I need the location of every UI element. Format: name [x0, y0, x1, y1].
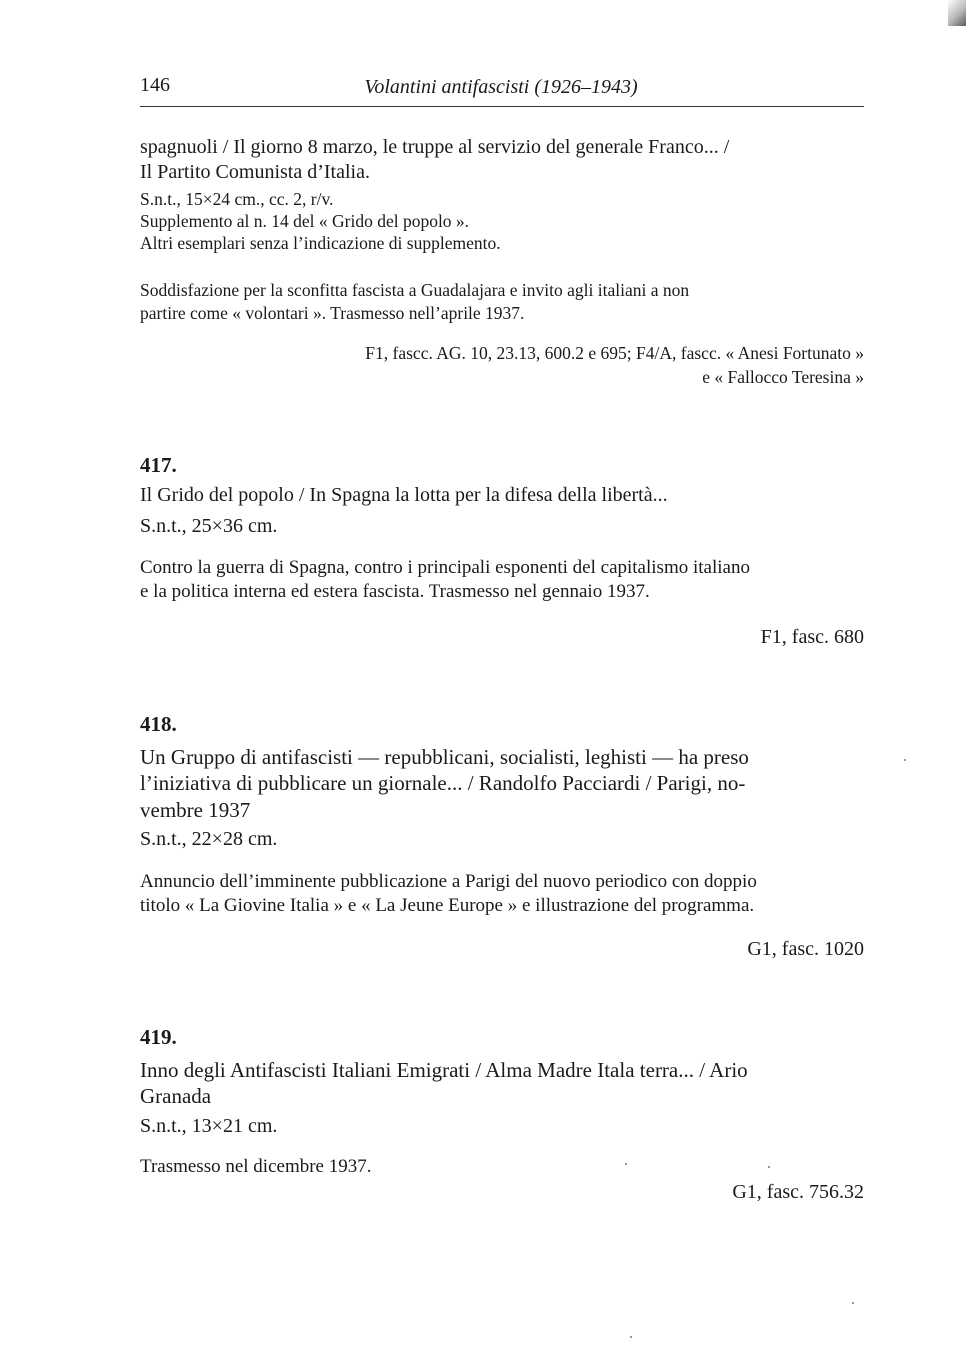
- prev-entry-detail: Altri esemplari senza l’indicazione di supplemento.: [140, 233, 501, 253]
- entry-title-line: Inno degli Antifascisti Italiani Emigrati / Alma Madre Itala terra... / Ario: [140, 1058, 748, 1082]
- entry-description-line: e la politica interna ed estera fascista. Trasmesso nel gennaio 1937.: [140, 581, 650, 602]
- entry-title-line: Granada: [140, 1084, 212, 1108]
- page-number: 146: [140, 74, 170, 96]
- prev-entry-archive-line: F1, fascc. AG. 10, 23.13, 600.2 e 695; F4/A, fascc. « Anesi Fortunato »: [365, 343, 864, 363]
- entry-archive: F1, fasc. 680: [760, 626, 864, 648]
- running-head: [140, 74, 862, 104]
- entry-number: 418.: [140, 712, 177, 736]
- prev-entry-title-line: Il Partito Comunista d’Italia.: [140, 161, 370, 183]
- entry-archive: G1, fasc. 1020: [747, 938, 864, 960]
- scan-speck: [852, 1302, 854, 1304]
- entry-number: 419.: [140, 1025, 177, 1049]
- entry-archive: G1, fasc. 756.32: [732, 1181, 864, 1203]
- entry-details: S.n.t., 13×21 cm.: [140, 1115, 278, 1137]
- scan-speck: [768, 1166, 770, 1168]
- scan-speck: [904, 759, 906, 761]
- prev-entry-detail: S.n.t., 15×24 cm., cc. 2, r/v.: [140, 189, 334, 209]
- prev-entry-detail: Supplemento al n. 14 del « Grido del popolo ».: [140, 211, 470, 231]
- scan-speck: [625, 1163, 627, 1165]
- entry-description-line: Contro la guerra di Spagna, contro i principali esponenti del capitalismo italiano: [140, 557, 750, 578]
- entry-details: S.n.t., 25×36 cm.: [140, 515, 278, 537]
- entry-description-line: titolo « La Giovine Italia » e « La Jeune Europe » e illustrazione del programma.: [140, 895, 755, 916]
- entry-description-line: Annuncio dell’imminente pubblicazione a Parigi del nuovo periodico con doppio: [140, 871, 757, 892]
- entry-title-line: Un Gruppo di antifascisti — repubblicani, socialisti, leghisti — ha preso: [140, 745, 749, 769]
- scan-corner-shadow: [948, 0, 966, 26]
- prev-entry-archive-line: e « Fallocco Teresina »: [702, 367, 864, 387]
- entry-title-line: Il Grido del popolo / In Spagna la lotta per la difesa della libertà...: [140, 484, 668, 506]
- header-rule: [140, 106, 864, 107]
- prev-entry-description-line: partire come « volontari ». Trasmesso nell’aprile 1937.: [140, 303, 525, 323]
- entry-title-line: vembre 1937: [140, 798, 251, 822]
- prev-entry-description-line: Soddisfazione per la sconfitta fascista a Guadalajara e invito agli italiani a non: [140, 280, 690, 300]
- entry-number: 417.: [140, 453, 177, 477]
- entry-details: S.n.t., 22×28 cm.: [140, 828, 278, 850]
- scan-speck: [630, 1336, 632, 1338]
- running-title: Volantini antifascisti (1926–1943): [364, 76, 638, 98]
- entry-description-line: Trasmesso nel dicembre 1937.: [140, 1156, 372, 1177]
- entry-title-line: l’iniziativa di pubblicare un giornale... / Randolfo Pacciardi / Parigi, no-: [140, 771, 746, 795]
- prev-entry-title-line: spagnuoli / Il giorno 8 marzo, le truppe al servizio del generale Franco... /: [140, 136, 730, 158]
